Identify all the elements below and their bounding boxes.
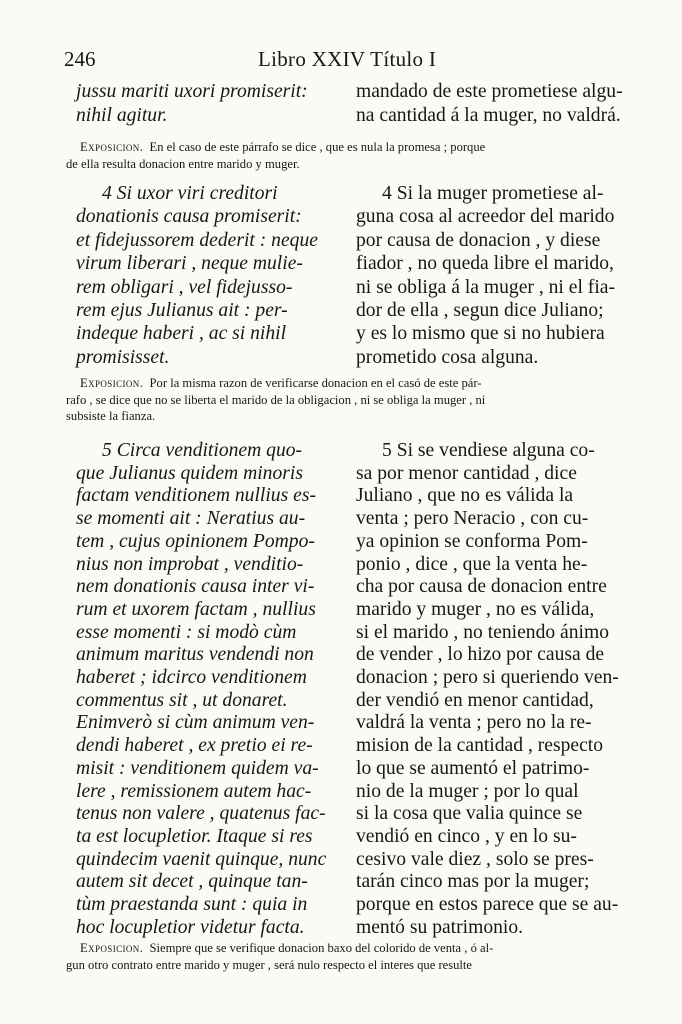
spanish-column-block-1 <box>356 80 623 128</box>
latin-line: Enimverò si cùm animum ven- <box>76 712 315 734</box>
spanish-line: de vender , lo hizo por causa de <box>356 644 605 666</box>
latin-line: hoc locupletior videtur facta. <box>76 916 305 938</box>
spanish-line: donacion ; pero si queriendo ven- <box>356 667 619 689</box>
spanish-line: tarán cinco mas por la muger; <box>356 871 590 893</box>
latin-line: rem ejus Julianus ait : per- <box>76 300 288 322</box>
exposicion-text: subsiste la fianza. <box>66 409 156 423</box>
latin-line: nihil agitur. <box>76 105 168 126</box>
exposicion-text: En el caso de este párrafo se dice , que es nula la promesa ; porque <box>149 140 486 154</box>
spanish-line: fiador , no queda libre el marido, <box>356 253 614 275</box>
latin-line: ta est locupletior. Itaque si res <box>76 825 313 847</box>
spanish-line: ni se obliga á la muger , ni el fia- <box>356 276 615 298</box>
spanish-line: dor de ella , segun dice Juliano; <box>356 300 604 322</box>
spanish-line: cha por causa de donacion entre <box>356 576 607 598</box>
latin-line: et fidejussorem dederit : neque <box>76 229 318 251</box>
latin-column-block-3 <box>76 440 326 939</box>
latin-line: rem obligari , vel fidejusso- <box>76 276 293 298</box>
latin-line: tem , cujus opinionem Pompo- <box>76 530 315 552</box>
latin-line: nius non improbat , venditio- <box>76 553 304 575</box>
spanish-line: y es lo mismo que si no hubiera <box>356 323 605 345</box>
spanish-line: mision de la cantidad , respecto <box>356 735 604 757</box>
latin-line: dendi haberet , ex pretio ei re- <box>76 735 313 757</box>
spanish-line: der vendió en menor cantidad, <box>356 689 594 711</box>
spanish-line: na cantidad á la muger, no valdrá. <box>356 105 621 126</box>
latin-line: 4 Si uxor viri creditori <box>102 183 278 204</box>
spanish-line: guna cosa al acreedor del marido <box>356 206 615 228</box>
latin-line: virum liberari , neque mulie- <box>76 253 303 275</box>
spanish-line: lo que se aumentó el patrimo- <box>356 757 590 779</box>
exposicion-label: Exposicion. <box>80 376 144 390</box>
exposicion-label: Exposicion. <box>80 941 144 955</box>
spanish-line: 5 Si se vendiese alguna co- <box>382 440 595 461</box>
latin-line: factam venditionem nullius es- <box>76 485 316 507</box>
latin-line: commentus sit , ut donaret. <box>76 689 288 711</box>
latin-line: 5 Circa venditionem quo- <box>102 440 303 461</box>
spanish-line: Juliano , que no es válida la <box>356 485 574 507</box>
latin-line: haberet ; idcirco venditionem <box>76 667 307 689</box>
running-title: Libro XXIV Título I <box>258 47 437 71</box>
latin-line: rum et uxorem factam , nullius <box>76 598 316 620</box>
latin-column-block-2 <box>76 182 318 369</box>
exposicion-text: gun otro contrato entre marido y muger , será nulo respecto el interes que resulte <box>66 957 473 972</box>
spanish-line: si el marido , no teniendo ánimo <box>356 621 610 643</box>
latin-line: lere , remissionem autem hac- <box>76 780 312 802</box>
exposicion-label: Exposicion. <box>80 140 144 154</box>
latin-line: indeque haberi , ac si nihil <box>76 323 287 345</box>
spanish-line: ya opinion se conforma Pom- <box>356 530 588 552</box>
spanish-line: valdrá la venta ; pero no la re- <box>356 712 592 734</box>
latin-line: autem sit decet , quinque tan- <box>76 871 308 893</box>
latin-line: donationis causa promiserit: <box>76 206 302 228</box>
exposicion-note-1 <box>66 139 636 172</box>
spanish-line: mandado de este prometiese algu- <box>356 81 623 102</box>
latin-line: jussu mariti uxori promiserit: <box>76 81 308 102</box>
spanish-line: venta ; pero Neracio , con cu- <box>356 508 589 530</box>
spanish-line: sa por menor cantidad , dice <box>356 462 577 484</box>
latin-line: quindecim vaenit quinque, nunc <box>76 848 327 870</box>
spanish-line: vendió en cinco , y en lo su- <box>356 825 577 847</box>
spanish-line: porque en estos parece que se au- <box>356 894 619 916</box>
exposicion-text: rafo , se dice que no se liberta el marido de la obligacion , ni se obliga la muger , ni <box>66 392 486 407</box>
spanish-line: si la cosa que valia quince se <box>356 803 583 825</box>
spanish-column-block-2 <box>356 182 615 369</box>
exposicion-text: Por la misma razon de verificarse donacion en el casó de este pár- <box>149 376 482 390</box>
exposicion-note-3 <box>66 940 636 973</box>
page-number: 246 <box>64 47 96 71</box>
spanish-column-block-3 <box>356 440 619 939</box>
spanish-line: ponio , dice , que la venta he- <box>356 553 588 575</box>
latin-line: esse momenti : si modò cùm <box>76 621 297 643</box>
exposicion-note-2 <box>66 375 636 425</box>
latin-line: misit : venditionem quidem va- <box>76 757 319 779</box>
spanish-line: nio de la muger ; por lo qual <box>356 780 579 802</box>
spanish-line: marido y muger , no es válida, <box>356 598 595 620</box>
latin-line: promisisset. <box>76 346 170 368</box>
latin-line: nem donationis causa inter vi- <box>76 576 315 598</box>
exposicion-text: de ella resulta donacion entre marido y muger. <box>66 156 300 171</box>
spanish-line: mentó su patrimonio. <box>356 916 524 938</box>
exposicion-text: Siempre que se verifique donacion baxo del colorido de venta , ó al- <box>149 941 494 955</box>
spanish-line: prometido cosa alguna. <box>356 346 539 368</box>
latin-column-block-1 <box>76 80 308 128</box>
spanish-line: por causa de donacion , y diese <box>356 229 601 251</box>
latin-line: animum maritus vendendi non <box>76 644 314 666</box>
spanish-line: cesivo vale diez , solo se pres- <box>356 848 594 870</box>
latin-line: que Julianus quidem minoris <box>76 462 303 484</box>
latin-line: tùm praestanda sunt : quia in <box>76 894 308 916</box>
latin-line: tenus non valere , quatenus fac- <box>76 803 326 825</box>
spanish-line: 4 Si la muger prometiese al- <box>382 183 604 204</box>
latin-line: se momenti ait : Neratius au- <box>76 508 306 530</box>
